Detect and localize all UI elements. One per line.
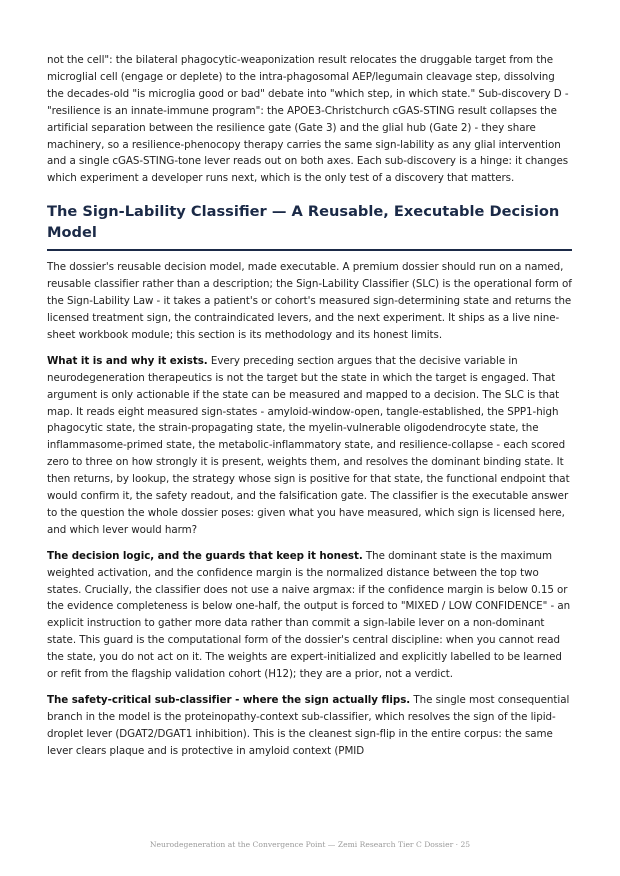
paragraph-decision-logic [47,548,572,683]
intro-paragraph: not the cell": the bilateral phagocytic-weaponization result relocates the druggable target from the microglial cell (engage or deplete) to the intra-phagosomal AEP/legumain cleavage step, dissolving the decades-old "is microglia good or bad" debate into "which step, in which state." Sub-discovery D - "resilience is an innate-immune program": the APOE3-Christchurch cGAS-STING result collapses the artificial separation between the resilience gate (Gate 3) and the glial hub (Gate 2) - they share machinery, so a resilience-phenocopy therapy carries the same sign-lability as any glial intervention and a single cGAS-STING-tone lever reads out on both axes. Each sub-discovery is a hinge: it changes which experiment a developer runs next, which is the only test of a discovery that matters. [47,54,569,185]
paragraph-overview [47,259,572,344]
page-footer: Neurodegeneration at the Convergence Point — Zemi Research Tier C Dossier · 25 [149,840,471,849]
document-page [47,52,572,769]
paragraph-safety-subclassifier [47,692,572,760]
paragraph-text: Every preceding section argues that the decisive variable in neurodegeneration therapeutics is not the target but the state in which the target is engaged. That argument is only actionable if the state can be measured and mapped to a decision. The SLC is that map. It reads eight measured sign-states - amyloid-window-open, tangle-established, the SPP1-high phagocytic state, the strain-propagating state, the myelin-vulnerable oligodendrocyte state, the inflammasome-primed state, the metabolic-inflammatory state, and resilience-collapse - each scored zero to three on how strongly it is present, weights them, and resolves the dominant binding state. It then returns, by lookup, the strategy whose sign is positive for that state, the functional endpoint that would confirm it, the safety readout, and the falsification gate. The classifier is the executable answer to the question the whole dossier poses: given what you have measured, which sign is licensed here, and which lever would harm? [47,354,570,536]
paragraph-text: The dominant state is the maximum weighted activation, and the confidence margin is the normalized distance between the top two states. Crucially, the classifier does not use a naive argmax: if the confidence margin is below 0.15 or the evidence completeness is below one-half, the output is forced to "MIXED / LOW CONFIDENCE" - an explicit instruction to gather more data rather than commit a sign-labile lever on a non-dominant state. This guard is the computational form of the dossier's central discipline: when you cannot read the state, you do not act on it. The weights are expert-initialized and explicitly labelled to be learned or refit from the flagship validation cohort (H12); they are a prior, not a verdict. [47,549,571,681]
paragraph-lead: The decision logic, and the guards that keep it honest. [47,549,363,562]
paragraph-text: The dossier's reusable decision model, made executable. A premium dossier should run on a named, reusable classifier rather than a description; the Sign-Lability Classifier (SLC) is the operational form of the Sign-Lability Law - it takes a patient's or cohort's measured sign-determining state and returns the licensed treatment sign, the contraindicated levers, and the next experiment. It ships as a live nine-sheet workbook module; this section is its methodology and its honest limits. [47,261,572,341]
paragraph-lead: What it is and why it exists. [47,354,208,367]
section-heading: The Sign-Lability Classifier — A Reusable, Executable Decision Model [47,201,572,251]
paragraph-lead: The safety-critical sub-classifier - where the sign actually flips. [47,694,411,706]
paragraph-text: The single most consequential branch in the model is the proteinopathy-context sub-classifier, which resolves the sign of the lipid-droplet lever (DGAT2/DGAT1 inhibition). This is the cleanest sign-flip in the entire corpus: the same lever clears plaque and is protective in amyloid context (PMID [47,694,570,757]
paragraph-what-it-is [47,353,572,539]
